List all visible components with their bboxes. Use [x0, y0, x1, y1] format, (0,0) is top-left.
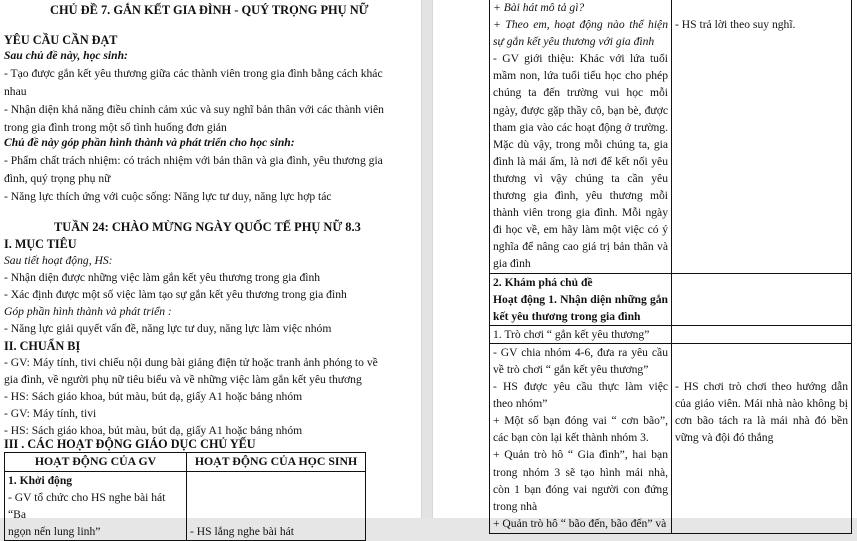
- document-page-right: [433, 0, 857, 530]
- preparation-line: - GV: Máy tính, tivi: [4, 407, 97, 420]
- warmup-line: ngọn nến lung linh”: [8, 525, 101, 538]
- game-instruction: + Một số bạn đóng vai “ cơn bão”, các bạn còn lại kết thành nhóm 3.: [493, 414, 668, 445]
- contribution-line: - Phẩm chất trách nhiệm: có trách nhiệm với bản thân và gia đình, yêu thương gia: [4, 154, 383, 167]
- table-row: [490, 325, 852, 343]
- topic-title: CHỦ ĐỀ 7. GẮN KẾT GIA ĐÌNH - QUÝ TRỌNG PHỤ NỮ: [50, 3, 369, 17]
- objective-line: - Nhận diện được những việc làm gắn kết yêu thương trong gia đình: [4, 271, 321, 284]
- table-cell-hs: [187, 472, 366, 541]
- game-instruction: - GV chia nhóm 4-6, đưa ra yêu cầu về trò chơi “ gắn kết yêu thương”: [493, 345, 668, 376]
- contribution-line: - Năng lực thích ứng với cuộc sống: Năng lực tư duy, năng lực hợp tác: [4, 190, 332, 203]
- warmup-title: 1. Khởi động: [8, 474, 73, 487]
- hs-game-text: - HS chơi trò chơi theo hướng dẫn của giáo viên. Mái nhà nào không bị cơn bão tách ra là mái nhà đó bền vững và đội đó thắng: [675, 379, 848, 445]
- page-gutter: [421, 0, 433, 518]
- game-instruction: + Quản trò hô “ bão đến, bão đến” và: [493, 516, 667, 530]
- objective-line: - Xác định được một số việc làm tạo sự gắn kết yêu thương trong gia đình: [4, 288, 347, 301]
- table-header-row: [5, 453, 366, 472]
- game-instruction: + Quản trò hô “ Gia đình”, hai bạn trong nhóm 3 sẽ tạo hình mái nhà, còn 1 bạn đóng vai người con đứng trong nhà: [493, 448, 668, 513]
- activities-table: [4, 452, 366, 541]
- header-hs: HOẠT ĐỘNG CỦA HỌC SINH: [187, 453, 366, 472]
- objectives-contribution-heading: Góp phần hình thành và phát triển :: [4, 305, 172, 318]
- requirement-line: trong gia đình trong một số tình huống đơn giản: [4, 121, 227, 134]
- requirements-heading: YÊU CẦU CẦN ĐẠT: [4, 33, 118, 47]
- table-row: [490, 273, 852, 325]
- preparation-line: - HS: Sách giáo khoa, bút màu, bút dạ, giấy A1 hoặc bảng nhóm: [4, 390, 303, 403]
- hs-listen-text: - HS lắng nghe bài hát: [190, 525, 294, 538]
- objective-contribution-line: - Năng lực giải quyết vấn đề, năng lực tư duy, năng lực làm việc nhóm: [4, 322, 332, 335]
- table-row: [490, 343, 852, 533]
- game-title: 1. Trò chơi “ gắn kết yêu thương”: [493, 327, 650, 341]
- warmup-line: - GV tổ chức cho HS nghe bài hát “Ba: [8, 491, 166, 521]
- table-cell-hs: [672, 273, 852, 325]
- table-cell-gv: [5, 472, 187, 541]
- explore-title: 2. Khám phá chủ đề: [493, 275, 593, 289]
- activity-1-title: Hoạt động 1. Nhận diện những gắn kết yêu thương trong gia đình: [493, 292, 668, 323]
- preparation-line: - GV: Máy tính, tivi chiếu nội dung bài giảng điện tử hoặc tranh ảnh phóng to về: [4, 356, 378, 369]
- requirement-line: nhau: [4, 85, 27, 98]
- table-cell-hs: [672, 0, 852, 273]
- contribution-line: đình, quý trọng phụ nữ: [4, 172, 111, 185]
- header-gv: HOẠT ĐỘNG CỦA GV: [5, 453, 187, 472]
- preparation-heading: II. CHUẨN BỊ: [4, 339, 81, 353]
- table-row: [5, 472, 366, 541]
- requirements-subheading: Sau chủ đề này, học sinh:: [4, 49, 128, 62]
- gv-intro-text: - GV giới thiệu: Khác với lứa tuổi mầm non, lứa tuổi tiểu học cho phép chúng ta đến trường vui học mỗi ngày, được gặp thầy cô, bạn bè, được tham gia vào các hoạt động ở trường. Mặc dù vậy, trong mỗi chúng ta, gia đình là mái ấm, là nơi để kết nối yêu thương vì vậy chúng ta cần yêu thương gia đình, yêu thương mỗi thành viên trong gia đình. Mỗi ngày đi học về, em hãy làm một việc có ý nghĩa để nâng cao giá trị bản thân và gia đình: [493, 52, 668, 271]
- table-cell-hs: [672, 325, 852, 343]
- preparation-line: - HS: Sách giáo khoa, bút màu, bút dạ, giấy A1 hoặc bảng nhóm: [4, 424, 303, 437]
- table-cell-gv: [490, 343, 672, 533]
- game-instruction: - HS được yêu cầu thực làm việc theo nhóm”: [493, 380, 668, 411]
- objectives-subheading: Sau tiết hoạt động, HS:: [4, 254, 113, 267]
- activities-table-continued: [489, 0, 852, 534]
- activities-heading: III . CÁC HOẠT ĐỘNG GIÁO DỤC CHỦ YẾU: [4, 437, 256, 451]
- table-cell-gv: [490, 0, 672, 273]
- hs-answer-text: - HS trả lời theo suy nghĩ.: [675, 18, 796, 31]
- requirement-line: - Tạo được gắn kết yêu thương giữa các thành viên trong gia đình bằng cách khác: [4, 67, 383, 80]
- contribution-heading: Chủ đề này góp phần hình thành và phát triển cho học sinh:: [4, 136, 295, 149]
- document-page-left: [0, 0, 421, 538]
- table-row: [490, 0, 852, 273]
- table-cell-gv: [490, 273, 672, 325]
- week-title: TUẦN 24: CHÀO MỪNG NGÀY QUỐC TẾ PHỤ NỮ 8.3: [54, 220, 361, 234]
- table-cell-gv: [490, 325, 672, 343]
- table-cell-hs: [672, 343, 852, 533]
- requirement-line: - Nhận diện khả năng điều chỉnh cảm xúc và suy nghĩ bản thân với các thành viên: [4, 103, 384, 116]
- question-line: + Bài hát mô tả gì?: [493, 1, 585, 14]
- preparation-line: gia đình, về người phụ nữ tiêu biểu và về những việc làm gắn kết yêu thương: [4, 373, 362, 386]
- question-line: + Theo em, hoạt động nào thể hiện sự gắn kết yêu thương với gia đình: [493, 18, 668, 49]
- objectives-heading: I. MỤC TIÊU: [4, 237, 77, 251]
